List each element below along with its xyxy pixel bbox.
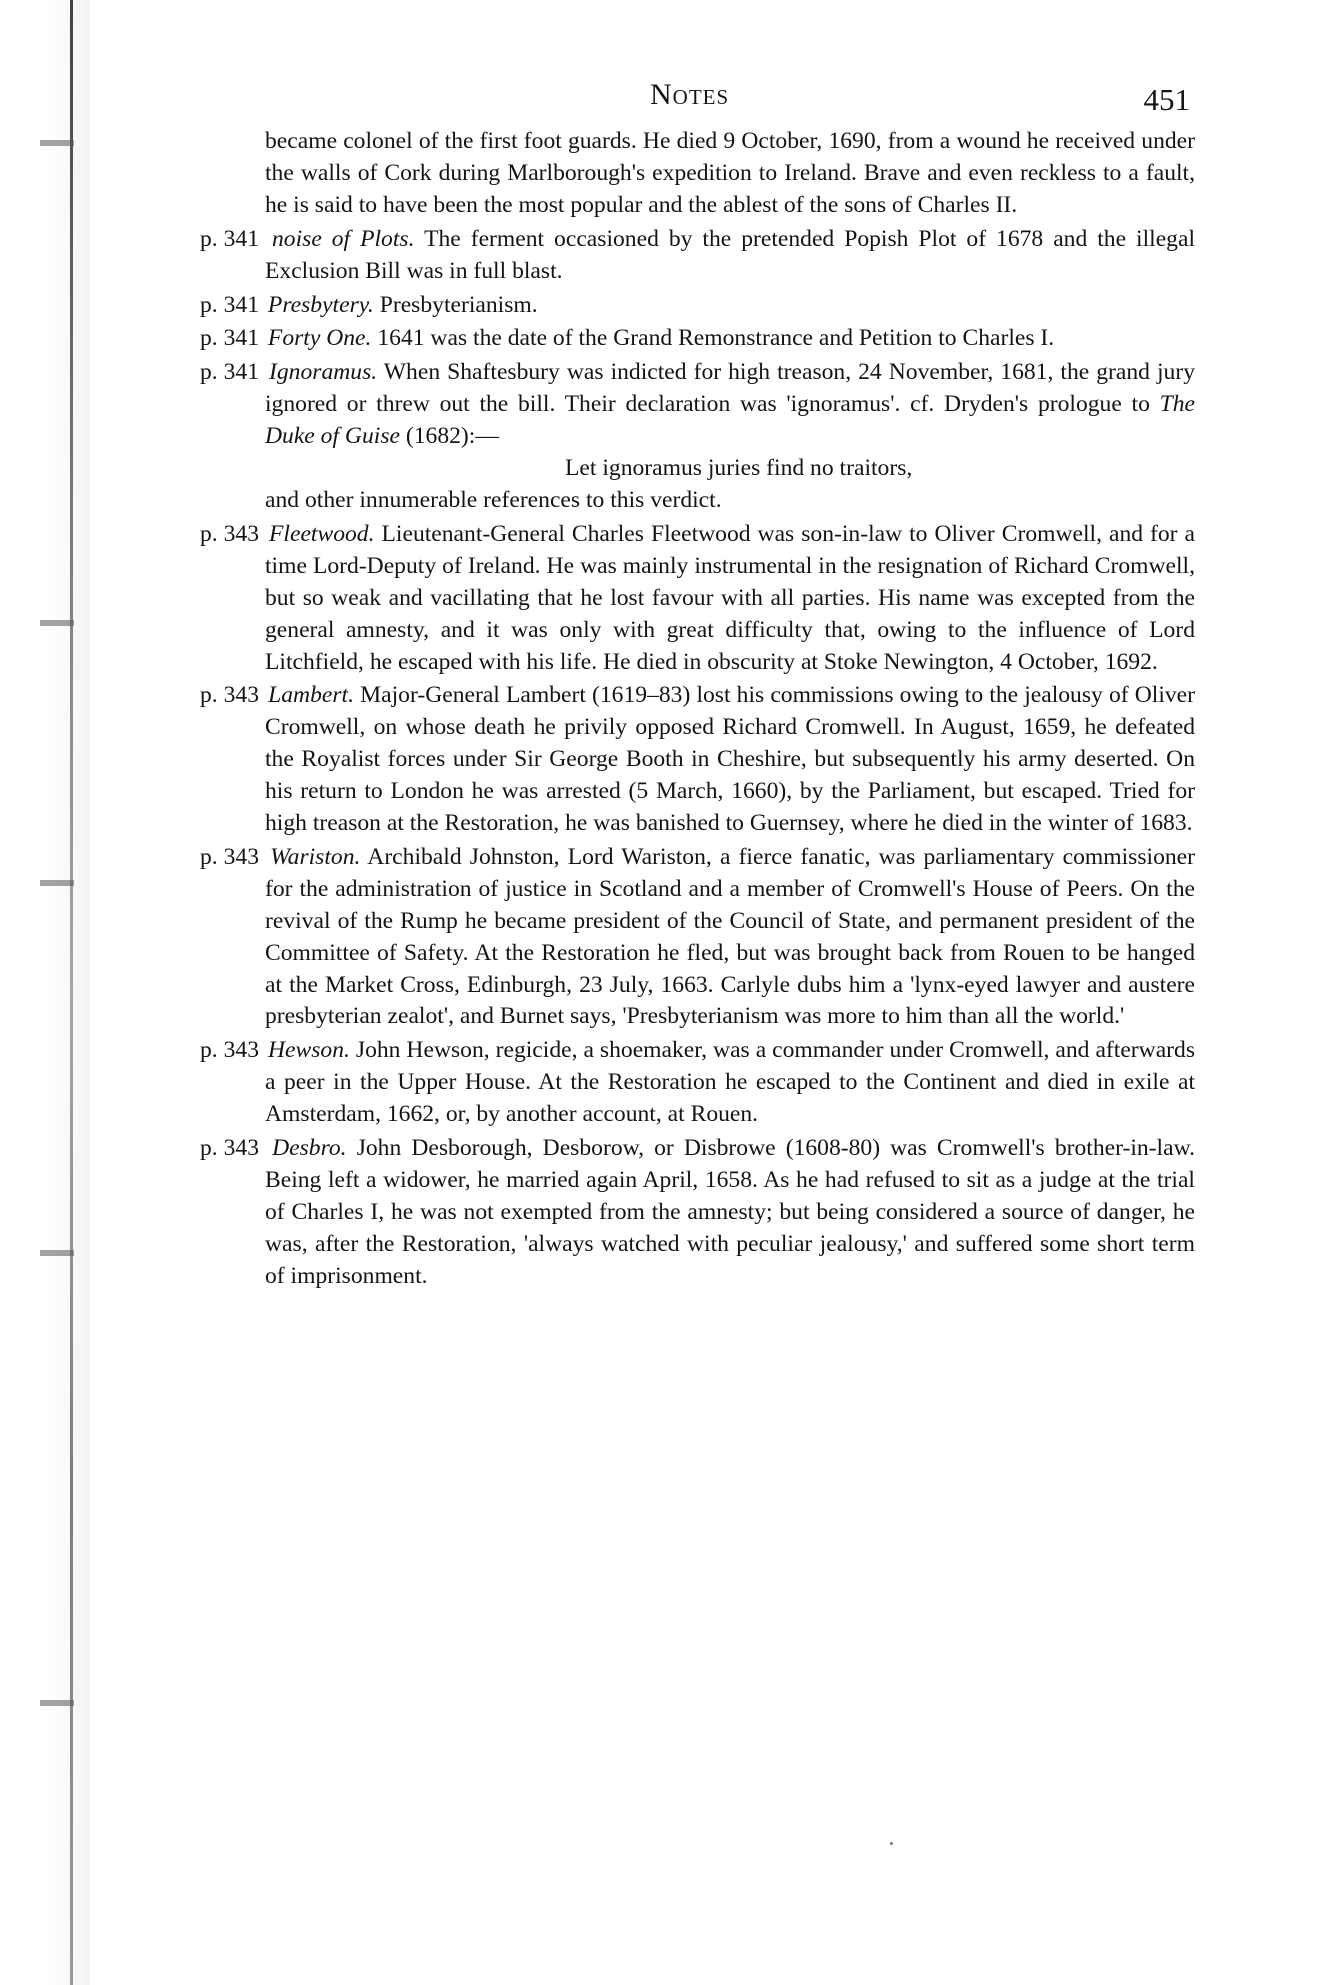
note-text: John Hewson, regicide, a shoemaker, was a commander under Cromwell, and afterwards a peer in the Upper House. At the Restoration he escaped to the Continent and died in exile at Amsterdam, 1662, or, by another account, at Rouen. bbox=[265, 1037, 1195, 1128]
continued-note: became colonel of the first foot guards. He died 9 October, 1690, from a wound he received under the walls of Cork during Marlborough's expedition to Ireland. Brave and even reckless to a fault, he is said to have been the most popular and the ablest of the sons of Charles II. bbox=[265, 128, 1195, 218]
note-entry bbox=[200, 290, 1195, 322]
note-text: Presbyterianism. bbox=[379, 291, 538, 318]
note-continuation: and other innumerable references to this verdict. bbox=[265, 486, 722, 513]
running-header bbox=[200, 78, 1195, 126]
binding-edge-line bbox=[70, 0, 73, 1985]
edge-mark bbox=[40, 140, 74, 146]
note-text-after: (1682):— bbox=[405, 423, 499, 450]
note-page-ref: p. 341 bbox=[200, 291, 259, 318]
note-lemma: Lambert. bbox=[268, 682, 355, 709]
note-lemma: Presbytery. bbox=[267, 291, 374, 318]
note-entry bbox=[200, 224, 1195, 288]
note-lemma: Desbro. bbox=[272, 1135, 347, 1162]
notes-page bbox=[200, 78, 1195, 1293]
note-text: Lieutenant-General Charles Fleetwood was son-in-law to Oliver Cromwell, and for a time Lord-Deputy of Ireland. He was mainly instrumental in the resignation of Richard Cromwell, but so weak and vacillating that he lost favour with all parties. His name was excepted from the general amnesty, and it was only with great difficulty that, owing to the influence of Lord Litchfield, he escaped with his life. He died in obscurity at Stoke Newington, 4 October, 1692. bbox=[265, 520, 1196, 675]
note-page-ref: p. 343 bbox=[200, 843, 259, 870]
note-lemma: Hewson. bbox=[267, 1037, 350, 1064]
verse-quotation: Let ignoramus juries find no traitors, bbox=[565, 455, 913, 482]
note-lemma: Wariston. bbox=[270, 843, 361, 870]
edge-mark bbox=[40, 1700, 74, 1706]
note-page-ref: p. 343 bbox=[200, 682, 259, 709]
note-page-ref: p. 341 bbox=[200, 325, 259, 352]
note-lemma: Forty One. bbox=[267, 325, 372, 352]
note-text: The ferment occasioned by the pretended Popish Plot of 1678 and the illegal Exclusion Bill was in full blast. bbox=[265, 225, 1196, 284]
note-lemma: Fleetwood. bbox=[269, 520, 375, 547]
page-edge-shadow bbox=[0, 0, 90, 1985]
page-number: 451 bbox=[1143, 82, 1190, 117]
note-text: 1641 was the date of the Grand Remonstrance and Petition to Charles I. bbox=[377, 325, 1055, 352]
note-page-ref: p. 343 bbox=[200, 520, 259, 547]
note-text: Archibald Johnston, Lord Wariston, a fierce fanatic, was parliamentary commissioner for the administration of justice in Scotland and a member of Cromwell's House of Peers. On the revival of the Rump he became president of the Council of State, and permanent president of the Committee of Safety. At the Restoration he fled, but was brought back from Rouen to be hanged at the Market Cross, Edinburgh, 23 July, 1663. Carlyle dubs him a 'lynx-eyed lawyer and austere presbyterian zealot', and Burnet says, 'Presbyterianism was more to him than all the world.' bbox=[265, 843, 1195, 1030]
note-entry bbox=[200, 842, 1195, 1033]
note-page-ref: p. 343 bbox=[200, 1135, 259, 1162]
note-entry bbox=[200, 519, 1195, 679]
note-page-ref: p. 343 bbox=[200, 1037, 259, 1064]
note-lemma: Ignoramus. bbox=[269, 359, 378, 386]
note-entry bbox=[200, 1035, 1195, 1131]
note-entry bbox=[200, 357, 1195, 517]
note-text: John Desborough, Desborow, or Disbrowe (1608-80) was Cromwell's brother-in-law. Being left a widower, he married again April, 1658. As he had refused to sit as a judge at the trial of Charles I, he was not exempted from the amnesty; but being considered a source of danger, he was, after the Restoration, 'always watched with peculiar jealousy,' and suffered some short term of imprisonment. bbox=[265, 1135, 1195, 1289]
note-page-ref: p. 341 bbox=[200, 225, 259, 252]
note-lemma: noise of Plots. bbox=[271, 225, 415, 252]
paper-speck bbox=[890, 1842, 893, 1845]
edge-mark bbox=[40, 620, 74, 626]
edge-mark bbox=[40, 1250, 74, 1256]
note-entry bbox=[200, 323, 1195, 355]
note-cited-title: The Duke of Guise bbox=[265, 391, 1195, 450]
note-entry bbox=[200, 680, 1195, 840]
note-text: When Shaftesbury was indicted for high treason, 24 November, 1681, the grand jury ignored or threw out the bill. Their declaration was 'ignoramus'. cf. Dryden's prologue to bbox=[265, 359, 1195, 418]
header-title: Notes bbox=[650, 78, 730, 111]
note-page-ref: p. 341 bbox=[200, 359, 259, 386]
note-entry bbox=[200, 1133, 1195, 1293]
edge-mark bbox=[40, 880, 74, 886]
note-text: Major-General Lambert (1619–83) lost his commissions owing to the jealousy of Oliver Cromwell, on whose death he privily opposed Richard Cromwell. In August, 1659, he defeated the Royalist forces under Sir George Booth in Cheshire, but subsequently his army deserted. On his return to London he was arrested (5 March, 1660), by the Parliament, but escaped. Tried for high treason at the Restoration, he was banished to Guernsey, where he died in the winter of 1683. bbox=[265, 682, 1196, 837]
